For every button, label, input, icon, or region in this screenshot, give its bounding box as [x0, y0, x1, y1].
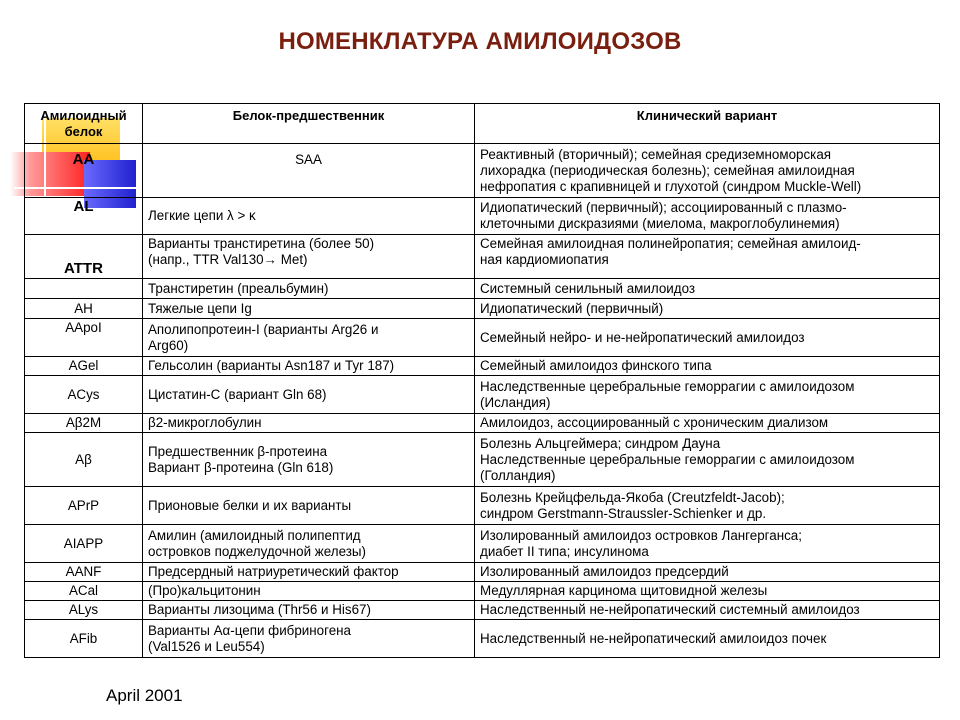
variant-cell: Болезнь Альцгеймера; синдром Дауна Наследственные церебральные геморрагии с амилоидозом (Голландия) [475, 433, 940, 487]
protein-cell: AANF [25, 563, 143, 582]
precursor-cell: Легкие цепи λ > κ [143, 198, 475, 235]
footer-date: April 2001 [106, 686, 183, 705]
protein-cell [25, 279, 143, 299]
protein-cell: АА [25, 144, 143, 198]
table-row [25, 376, 940, 414]
protein-cell: Aβ [25, 433, 143, 487]
header-variant: Клинический вариант [475, 104, 940, 144]
table-row [25, 319, 940, 357]
protein-cell: AIAPP [25, 525, 143, 563]
table-row [25, 487, 940, 525]
precursor-cell: β2-микроглобулин [143, 414, 475, 433]
amyloidosis-table [24, 103, 940, 658]
protein-cell: AGel [25, 357, 143, 376]
table-row [25, 525, 940, 563]
precursor-cell: Гельсолин (варианты Asn187 и Tyr 187) [143, 357, 475, 376]
variant-cell: Идиопатический (первичный) [475, 299, 940, 319]
variant-cell: Идиопатический (первичный); ассоциированный с плазмо- клеточными дискразиями (миелома, макроглобулинемия) [475, 198, 940, 235]
table-row [25, 198, 940, 235]
variant-cell: Наследственные церебральные геморрагии с амилоидозом (Исландия) [475, 376, 940, 414]
table-row [25, 414, 940, 433]
variant-cell: Медуллярная карцинома щитовидной железы [475, 582, 940, 601]
table-row [25, 144, 940, 198]
table-row [25, 620, 940, 658]
protein-cell: AFib [25, 620, 143, 658]
precursor-cell: Предсердный натриуретический фактор [143, 563, 475, 582]
precursor-cell: Амилин (амилоидный полипептид островков поджелудочной железы) [143, 525, 475, 563]
protein-cell: ACys [25, 376, 143, 414]
protein-cell: ALys [25, 601, 143, 620]
table-row [25, 299, 940, 319]
precursor-cell: Варианты лизоцима (Thr56 и His67) [143, 601, 475, 620]
protein-cell: AApoI [25, 319, 143, 357]
table-row [25, 563, 940, 582]
protein-cell: AL [25, 198, 143, 235]
protein-cell: Aβ2M [25, 414, 143, 433]
precursor-cell: Тяжелые цепи Ig [143, 299, 475, 319]
variant-cell: Реактивный (вторичный); семейная средиземноморская лихорадка (периодическая болезнь); семейная амилоидная нефропатия с крапивницей и глухотой (синдром Muckle-Well) [475, 144, 940, 198]
precursor-cell: Цистатин-С (вариант Gln 68) [143, 376, 475, 414]
table-row [25, 433, 940, 487]
variant-cell: Семейный амилоидоз финского типа [475, 357, 940, 376]
variant-cell: Болезнь Крейцфельда-Якоба (Creutzfeldt-Jacob); синдром Gerstmann-Straussler-Schienker и др. [475, 487, 940, 525]
table-row [25, 279, 940, 299]
precursor-cell: Предшественник β-протеина Вариант β-протеина (Gln 618) [143, 433, 475, 487]
variant-cell: Семейный нейро- и не-нейропатический амилоидоз [475, 319, 940, 357]
precursor-cell: Прионовые белки и их варианты [143, 487, 475, 525]
precursor-cell: Аполипопротеин-I (варианты Arg26 и Arg60) [143, 319, 475, 357]
precursor-cell: SAA [143, 144, 475, 198]
table-row [25, 582, 940, 601]
variant-cell: Амилоидоз, ассоциированный с хроническим диализом [475, 414, 940, 433]
header-protein: Амилоидный белок [25, 104, 143, 144]
variant-cell: Наследственный не-нейропатический амилоидоз почек [475, 620, 940, 658]
protein-cell: ACal [25, 582, 143, 601]
variant-cell: Наследственный не-нейропатический системный амилоидоз [475, 601, 940, 620]
precursor-cell: Транстиретин (преальбумин) [143, 279, 475, 299]
precursor-cell: (Про)кальцитонин [143, 582, 475, 601]
variant-cell: Изолированный амилоидоз предсердий [475, 563, 940, 582]
header-precursor: Белок-предшественник [143, 104, 475, 144]
table-header-row [25, 104, 940, 144]
table-row [25, 601, 940, 620]
table-row [25, 235, 940, 279]
table-row [25, 357, 940, 376]
variant-cell: Изолированный амилоидоз островков Лангерганса; диабет II типа; инсулинома [475, 525, 940, 563]
precursor-cell: Варианты транстиретина (более 50) (напр., TTR Val130→ Met) [143, 235, 475, 279]
protein-cell: AH [25, 299, 143, 319]
variant-cell: Семейная амилоидная полинейропатия; семейная амилоид- ная кардиомиопатия [475, 235, 940, 279]
protein-cell: ATTR [25, 235, 143, 279]
protein-cell: APrP [25, 487, 143, 525]
page-title: НОМЕНКЛАТУРА АМИЛОИДОЗОВ [278, 28, 682, 55]
precursor-cell: Варианты Aα-цепи фибриногена (Val1526 и Leu554) [143, 620, 475, 658]
variant-cell: Системный сенильный амилоидоз [475, 279, 940, 299]
